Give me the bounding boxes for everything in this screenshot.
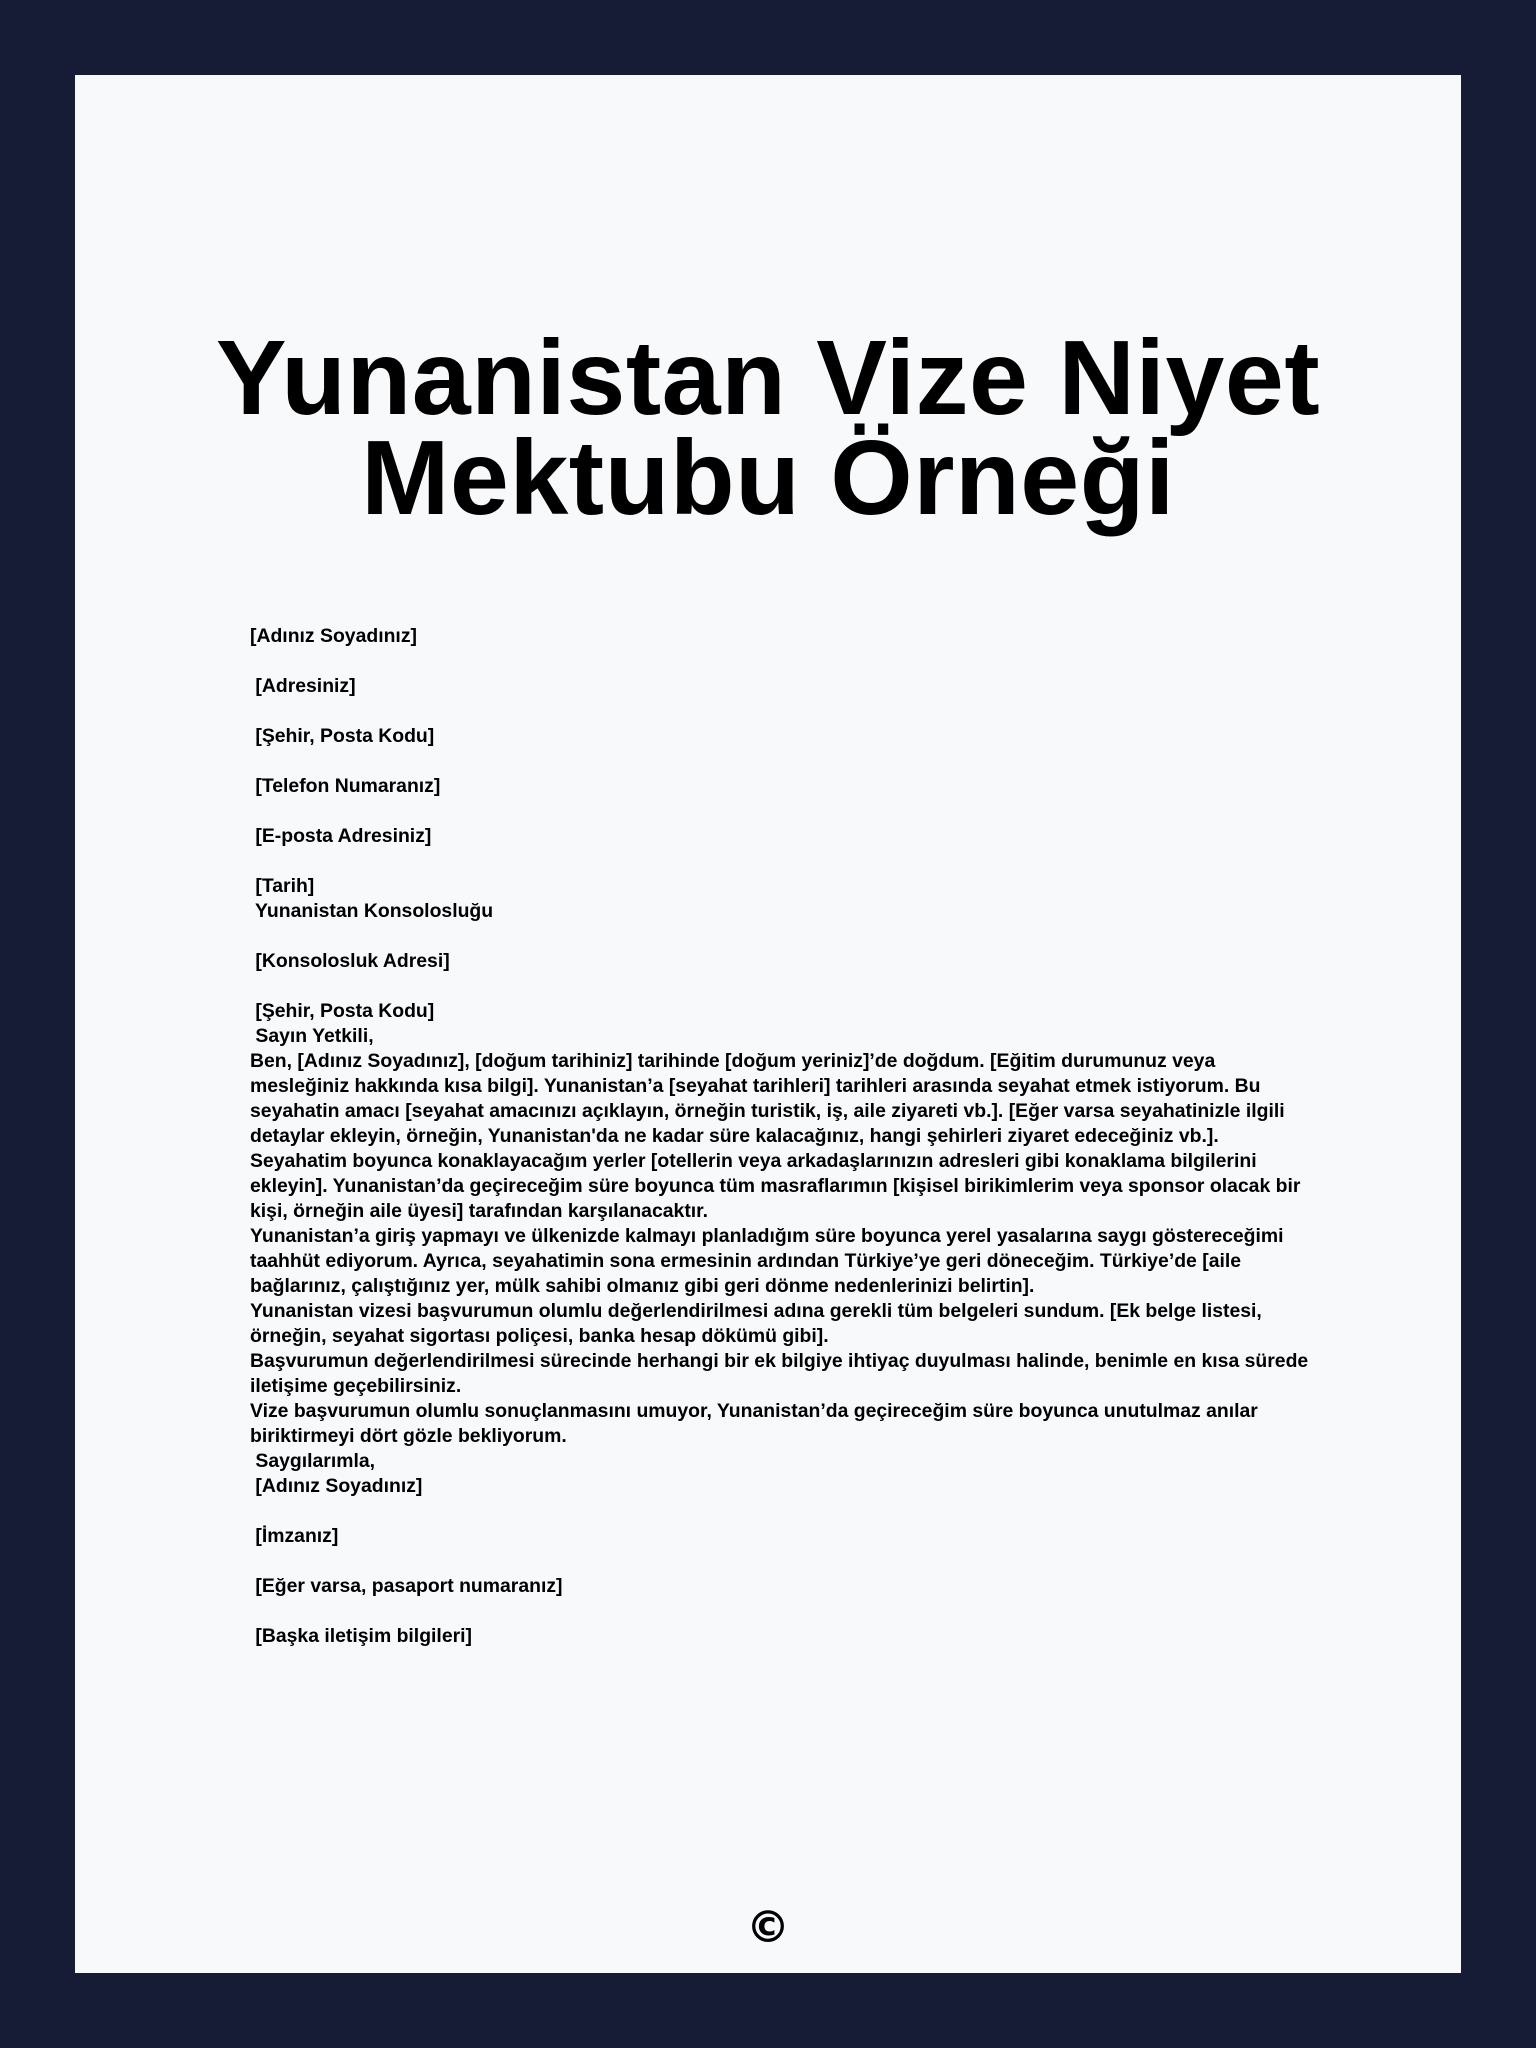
paragraph-1: Ben, [Adınız Soyadınız], [doğum tarihiniz] tarihinde [doğum yeriniz]’de doğdum. [Eğitim durumunuz veya mesleğiniz hakkında kısa bilgi]. Yunanistan’a [seyahat tarihleri] tarihleri arasında seyahat etmek istiyorum. Bu seyahatin amacı [seyahat amacınızı açıklayın, örneğin turistik, iş, aile ziyareti vb.]. [Eğer varsa seyahatinizle ilgili detaylar ekleyin, örneğin, Yunanistan'da ne kadar süre kalacağınız, hangi şehirleri ziyaret edeceğiniz vb.]. (250, 1050, 1285, 1147)
paragraph-3: Yunanistan’a giriş yapmayı ve ülkenizde kalmayı planladığım süre boyunca yerel yasalarına saygı göstereceğimi taahhüt ediyorum. Ayrıca, seyahatimin sona ermesinin ardından Türkiye’ye geri döneceğim. Türkiye’de [aile bağlarınız, çalıştığınız yer, mülk sahibi olmanız gibi geri dönme nedenlerinizi belirtin]. (250, 1225, 1284, 1297)
document-page (75, 75, 1461, 1973)
spacer (250, 699, 1310, 724)
closing: Saygılarımla, (250, 1450, 376, 1472)
signature-sign: [İmzanız] (250, 1525, 339, 1547)
salutation: Sayın Yetkili, (250, 1025, 374, 1047)
signature-name: [Adınız Soyadınız] (250, 1475, 423, 1497)
paragraph-6: Vize başvurumun olumlu sonuçlanmasını umuyor, Yunanistan’da geçireceğim süre boyunca unutulmaz anılar biriktirmeyi dört gözle bekliyorum. (250, 1400, 1258, 1447)
document-title (75, 319, 1461, 537)
sender-phone: [Telefon Numaranız] (250, 775, 441, 797)
sender-email: [E-posta Adresiniz] (250, 825, 432, 847)
sender-name: [Adınız Soyadınız] (250, 625, 417, 647)
spacer (250, 924, 1310, 949)
spacer (250, 1499, 1310, 1524)
spacer (250, 649, 1310, 674)
paragraph-4: Yunanistan vizesi başvurumun olumlu değerlendirilmesi adına gerekli tüm belgeleri sundum. [Ek belge listesi, örneğin, seyahat sigortası poliçesi, banka hesap dökümü gibi]. (250, 1300, 1262, 1347)
sender-address: [Adresiniz] (250, 675, 356, 697)
paragraph-5: Başvurumun değerlendirilmesi sürecinde herhangi bir ek bilgiye ihtiyaç duyulması halinde, benimle en kısa sürede iletişime geçebilirsiniz. (250, 1350, 1309, 1397)
paragraph-2: Seyahatim boyunca konaklayacağım yerler [otellerin veya arkadaşlarınızın adresleri gibi konaklama bilgilerini ekleyin]. Yunanistan’da geçireceğim süre boyunca tüm masraflarımın [kişisel birikimlerim veya sponsor olacak bir kişi, örneğin aile üyesi] tarafından karşılanacaktır. (250, 1150, 1301, 1222)
title-line-2: Mektubu Örneği (361, 419, 1175, 537)
letter-date: [Tarih] (250, 875, 315, 897)
spacer (250, 974, 1310, 999)
signature-contact: [Başka iletişim bilgileri] (250, 1625, 472, 1647)
recipient-name: Yunanistan Konsolosluğu (250, 900, 494, 922)
spacer (250, 849, 1310, 874)
recipient-city: [Şehir, Posta Kodu] (250, 1000, 435, 1022)
recipient-address: [Konsolosluk Adresi] (250, 950, 450, 972)
sender-city: [Şehir, Posta Kodu] (250, 725, 435, 747)
letter-body (250, 624, 1310, 1649)
spacer (250, 1549, 1310, 1574)
signature-passport: [Eğer varsa, pasaport numaranız] (250, 1575, 563, 1597)
title-line-1: Yunanistan Vize Niyet (215, 319, 1321, 437)
spacer (250, 1599, 1310, 1624)
copyright-icon: © (746, 1902, 790, 1953)
spacer (250, 749, 1310, 774)
spacer (250, 799, 1310, 824)
